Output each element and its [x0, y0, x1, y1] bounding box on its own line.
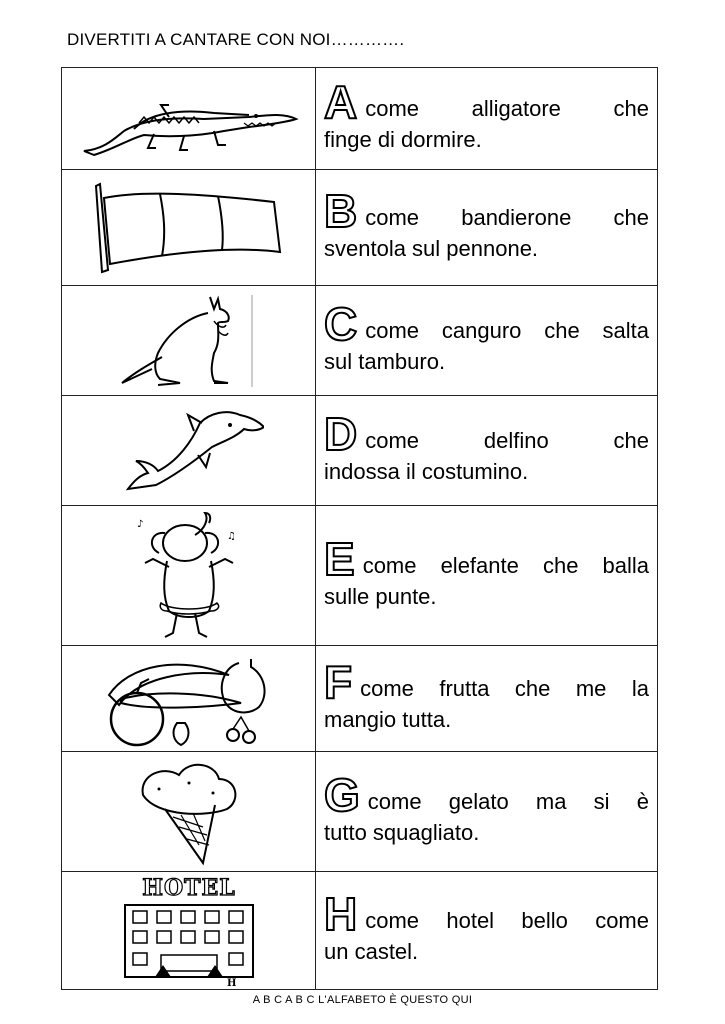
- table-row: [62, 646, 658, 752]
- hotel-sign: HOTEL: [141, 874, 236, 901]
- page-title: DIVERTITI A CANTARE CON NOI………….: [67, 30, 405, 49]
- table-row: [62, 68, 658, 170]
- table-row: [62, 506, 658, 646]
- page-footer: A B C A B C L'ALFABETO È QUESTO QUI: [252, 994, 473, 1006]
- letter-outline: H: [324, 888, 358, 940]
- kangaroo-icon: [114, 291, 264, 391]
- verse-line-1: come gelato ma si è: [367, 789, 649, 814]
- verse-line-2: sulle punte.: [324, 584, 437, 609]
- letter-outline: D: [324, 408, 358, 460]
- verse-line-2: finge di dormire.: [324, 127, 482, 152]
- elephant-icon: [129, 509, 249, 643]
- text-cell: [316, 752, 658, 872]
- verse-line-2: tutto squagliato.: [324, 820, 480, 845]
- picture-cell: [62, 68, 316, 170]
- hotel-small-letter: H: [226, 977, 236, 987]
- letter-outline: F: [324, 656, 353, 708]
- ice-cream-icon: [129, 755, 249, 869]
- picture-cell: [62, 752, 316, 872]
- text-cell: [316, 68, 658, 170]
- picture-cell: [62, 506, 316, 646]
- text-cell: [316, 646, 658, 752]
- letter-outline: E: [324, 533, 355, 585]
- text-cell: [316, 170, 658, 286]
- table-row: [62, 872, 658, 990]
- table-row: [62, 752, 658, 872]
- verse-line-1: come bandierone che: [365, 205, 649, 230]
- picture-cell: [62, 646, 316, 752]
- letter-outline: B: [324, 185, 358, 237]
- flag-icon: [84, 180, 294, 275]
- picture-cell: [62, 286, 316, 396]
- table-row: [62, 396, 658, 506]
- hotel-icon: [109, 875, 269, 987]
- verse-line-2: sul tamburo.: [324, 349, 446, 374]
- table-row: [62, 170, 658, 286]
- verse-line-1: come alligatore che: [365, 96, 649, 121]
- svg-text:♫: ♫: [226, 530, 236, 542]
- verse-line-2: sventola sul pennone.: [324, 236, 539, 261]
- alligator-icon: [74, 79, 304, 159]
- verse-line-1: come frutta che me la: [360, 676, 649, 701]
- verse-line-1: come canguro che salta: [365, 318, 649, 343]
- verse-line-2: indossa il costumino.: [324, 459, 529, 484]
- verse-line-2: mangio tutta.: [324, 707, 452, 732]
- verse-line-2: un castel.: [324, 939, 419, 964]
- picture-cell: [62, 396, 316, 506]
- fruit-icon: [99, 649, 279, 749]
- letter-outline: A: [324, 76, 358, 128]
- picture-cell: [62, 872, 316, 990]
- dolphin-icon: [114, 403, 264, 498]
- text-cell: [316, 872, 658, 990]
- verse-line-1: come hotel bello come: [365, 908, 649, 933]
- alphabet-table: [61, 67, 658, 990]
- letter-outline: G: [324, 769, 360, 821]
- verse-line-1: come delfino che: [365, 428, 649, 453]
- letter-outline: C: [324, 298, 358, 350]
- picture-cell: [62, 170, 316, 286]
- table-row: [62, 286, 658, 396]
- verse-line-1: come elefante che balla: [362, 553, 649, 578]
- text-cell: [316, 396, 658, 506]
- svg-text:♪: ♪: [136, 518, 143, 530]
- text-cell: [316, 286, 658, 396]
- text-cell: [316, 506, 658, 646]
